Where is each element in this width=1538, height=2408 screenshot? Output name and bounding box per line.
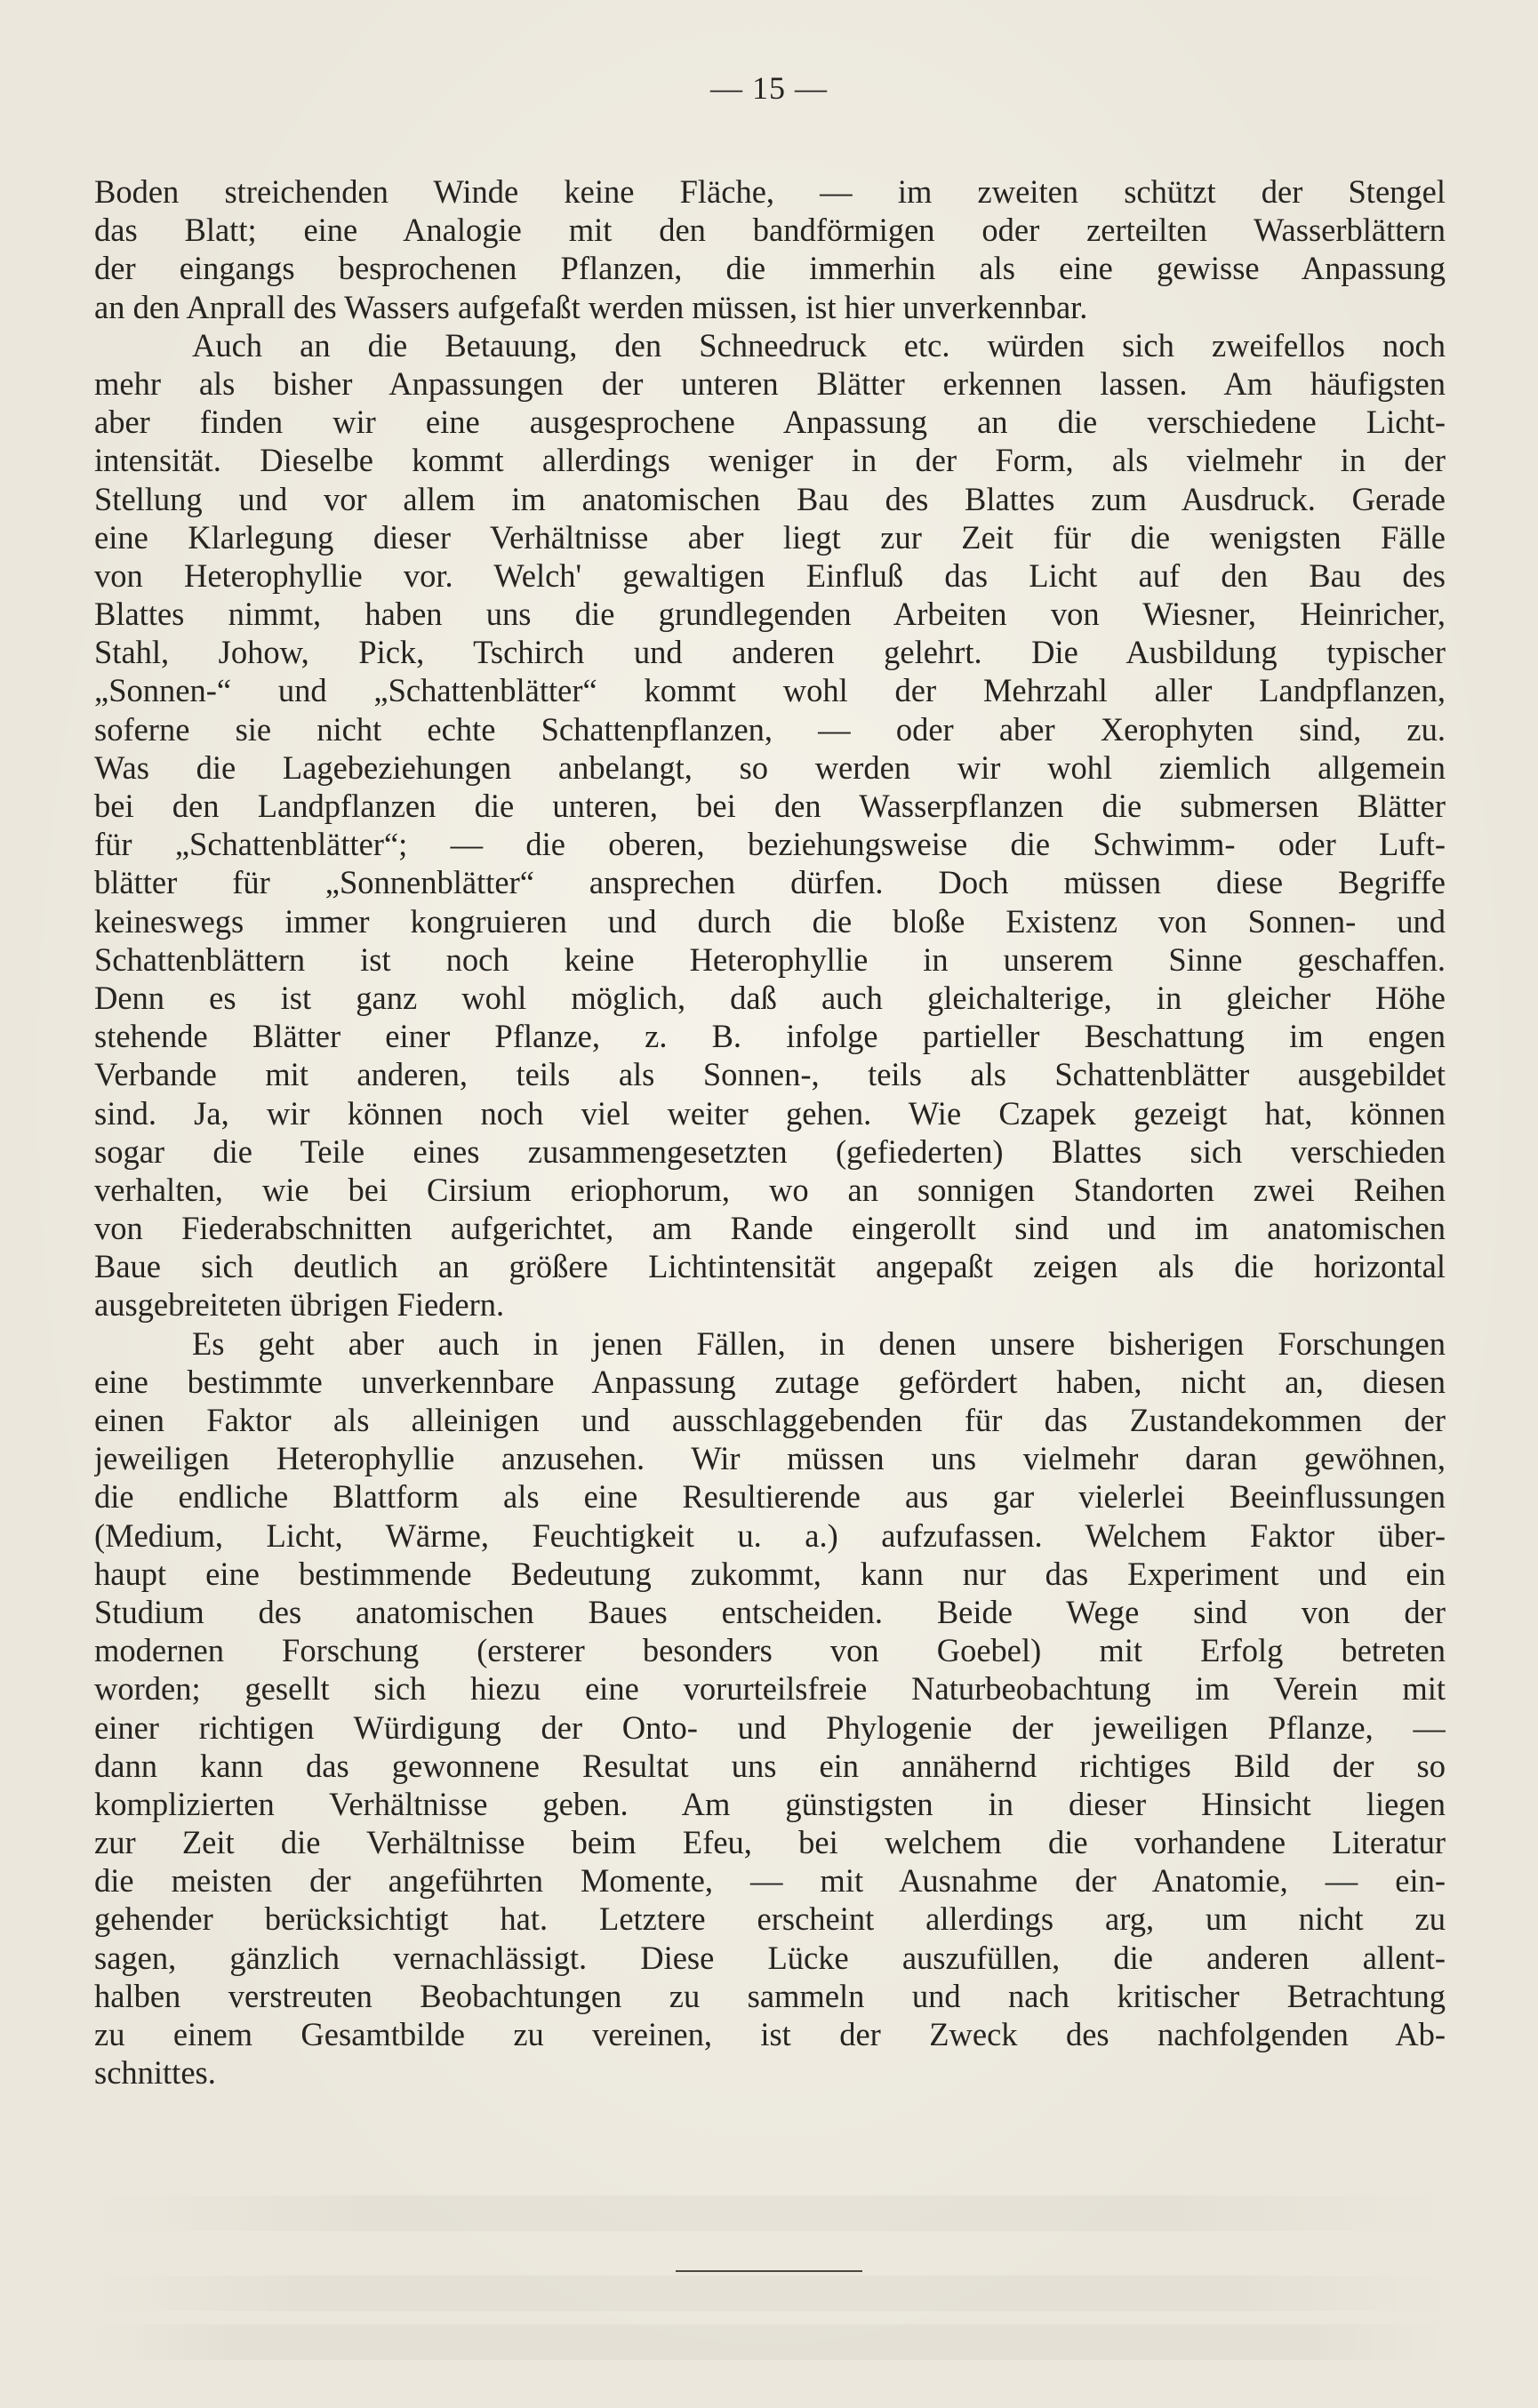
- text-line: worden; gesellt sich hiezu eine vorurteilsfreie Naturbeobachtung im Verein mit: [94, 1670, 1446, 1708]
- text-line: „Sonnen-“ und „Schattenblätter“ kommt wohl der Mehrzahl aller Landpflanzen,: [94, 672, 1446, 709]
- text-line: die meisten der angeführten Momente, — mit Ausnahme der Anatomie, — ein-: [94, 1862, 1446, 1900]
- text-line: Schattenblättern ist noch keine Heterophyllie in unserem Sinne geschaffen.: [94, 940, 1446, 978]
- text-line: Stellung und vor allem im anatomischen Bau des Blattes zum Ausdruck. Gerade: [94, 480, 1446, 517]
- show-through-texture: [94, 2324, 1446, 2360]
- text-line: jeweiligen Heterophyllie anzusehen. Wir müssen uns vielmehr daran gewöhnen,: [94, 1440, 1446, 1477]
- text-line: Es geht aber auch in jenen Fällen, in denen unsere bisherigen Forschungen: [192, 1324, 1446, 1362]
- text-line: von Fiederabschnitten aufgerichtet, am Rande eingerollt sind und im anatomischen: [94, 1210, 1446, 1247]
- text-line: intensität. Dieselbe kommt allerdings weniger in der Form, als vielmehr in der: [94, 442, 1446, 479]
- page-number: — 15 —: [710, 70, 828, 106]
- text-line: keineswegs immer kongruieren und durch die bloße Existenz von Sonnen- und: [94, 902, 1446, 940]
- text-line: einen Faktor als alleinigen und ausschlaggebenden für das Zustandekommen der: [94, 1402, 1446, 1438]
- body-text: [94, 172, 1446, 2092]
- text-line: für „Schattenblätter“; — die oberen, beziehungsweise die Schwimm- oder Luft-: [94, 826, 1446, 863]
- text-line: sagen, gänzlich vernachlässigt. Diese Lücke auszufüllen, die anderen allent-: [94, 1939, 1446, 1976]
- text-line: zu einem Gesamtbilde zu vereinen, ist der Zweck des nachfolgenden Ab-: [94, 2016, 1446, 2052]
- text-line: Verbande mit anderen, teils als Sonnen-, teils als Schattenblätter ausgebildet: [94, 1056, 1446, 1093]
- text-line: Baue sich deutlich an größere Lichtintensität angepaßt zeigen als die horizontal: [94, 1248, 1446, 1285]
- text-line: komplizierten Verhältnisse geben. Am günstigsten in dieser Hinsicht liegen: [94, 1785, 1446, 1822]
- text-line: Boden streichenden Winde keine Fläche, — im zweiten schützt der Stengel: [94, 173, 1446, 210]
- text-line: der eingangs besprochenen Pflanzen, die immerhin als eine gewisse Anpassung: [94, 250, 1446, 287]
- text-line: (Medium, Licht, Wärme, Feuchtigkeit u. a.) aufzufassen. Welchem Faktor über-: [94, 1516, 1446, 1554]
- text-line: eine Klarlegung dieser Verhältnisse aber liegt zur Zeit für die wenigsten Fälle: [94, 518, 1446, 556]
- text-line: Denn es ist ganz wohl möglich, daß auch gleichalterige, in gleicher Höhe: [94, 979, 1446, 1016]
- text-line: sogar die Teile eines zusammengesetzten (gefiederten) Blattes sich verschieden: [94, 1132, 1446, 1170]
- show-through-texture: [94, 2196, 1446, 2231]
- text-line: bei den Landpflanzen die unteren, bei den Wasserpflanzen die submersen Blätter: [94, 788, 1446, 824]
- text-line: dann kann das gewonnene Resultat uns ein annähernd richtiges Bild der so: [94, 1747, 1446, 1784]
- text-line: ausgebreiteten übrigen Fiedern.: [94, 1286, 505, 1324]
- text-line: modernen Forschung (ersterer besonders von Goebel) mit Erfolg betreten: [94, 1632, 1446, 1669]
- text-line: von Heterophyllie vor. Welch' gewaltigen Einfluß das Licht auf den Bau des: [94, 556, 1446, 594]
- text-line: mehr als bisher Anpassungen der unteren Blätter erkennen lassen. Am häufigsten: [94, 364, 1446, 402]
- text-line: Was die Lagebeziehungen anbelangt, so werden wir wohl ziemlich allgemein: [94, 748, 1446, 786]
- text-line: Stahl, Johow, Pick, Tschirch und anderen gelehrt. Die Ausbildung typischer: [94, 634, 1446, 671]
- text-line: halben verstreuten Beobachtungen zu sammeln und nach kritischer Betrachtung: [94, 1977, 1446, 2014]
- text-line: stehende Blätter einer Pflanze, z. B. infolge partieller Beschattung im engen: [94, 1018, 1446, 1055]
- text-line: Studium des anatomischen Baues entscheiden. Beide Wege sind von der: [94, 1593, 1446, 1630]
- text-line: blätter für „Sonnenblätter“ ansprechen dürfen. Doch müssen diese Begriffe: [94, 864, 1446, 901]
- text-line: einer richtigen Würdigung der Onto- und Phylogenie der jeweiligen Pflanze, —: [94, 1708, 1446, 1746]
- text-line: Blattes nimmt, haben uns die grundlegenden Arbeiten von Wiesner, Heinricher,: [94, 596, 1446, 633]
- footnote-divider: [676, 2270, 862, 2272]
- text-line: soferne sie nicht echte Schattenpflanzen, — oder aber Xerophyten sind, zu.: [94, 710, 1446, 748]
- text-line: das Blatt; eine Analogie mit den bandförmigen oder zerteilten Wasserblättern: [94, 212, 1446, 249]
- text-line: haupt eine bestimmende Bedeutung zukommt, kann nur das Experiment und ein: [94, 1555, 1446, 1592]
- text-line: die endliche Blattform als eine Resultierende aus gar vielerlei Beeinflussungen: [94, 1478, 1446, 1516]
- text-line: verhalten, wie bei Cirsium eriophorum, wo an sonnigen Standorten zwei Reihen: [94, 1171, 1446, 1208]
- text-line: aber finden wir eine ausgesprochene Anpassung an die verschiedene Licht-: [94, 404, 1446, 441]
- text-line: gehender berücksichtigt hat. Letztere erscheint allerdings arg, um nicht zu: [94, 1900, 1446, 1938]
- text-line: sind. Ja, wir können noch viel weiter gehen. Wie Czapek gezeigt hat, können: [94, 1094, 1446, 1132]
- show-through-texture: [94, 2276, 1446, 2311]
- text-line: an den Anprall des Wassers aufgefaßt werden müssen, ist hier unverkennbar.: [94, 288, 1088, 325]
- text-line: schnittes.: [94, 2054, 216, 2092]
- text-line: eine bestimmte unverkennbare Anpassung zutage gefördert haben, nicht an, diesen: [94, 1363, 1446, 1400]
- text-line: zur Zeit die Verhältnisse beim Efeu, bei welchem die vorhandene Literatur: [94, 1824, 1446, 1861]
- text-line: Auch an die Betauung, den Schneedruck etc. würden sich zweifellos noch: [192, 326, 1446, 364]
